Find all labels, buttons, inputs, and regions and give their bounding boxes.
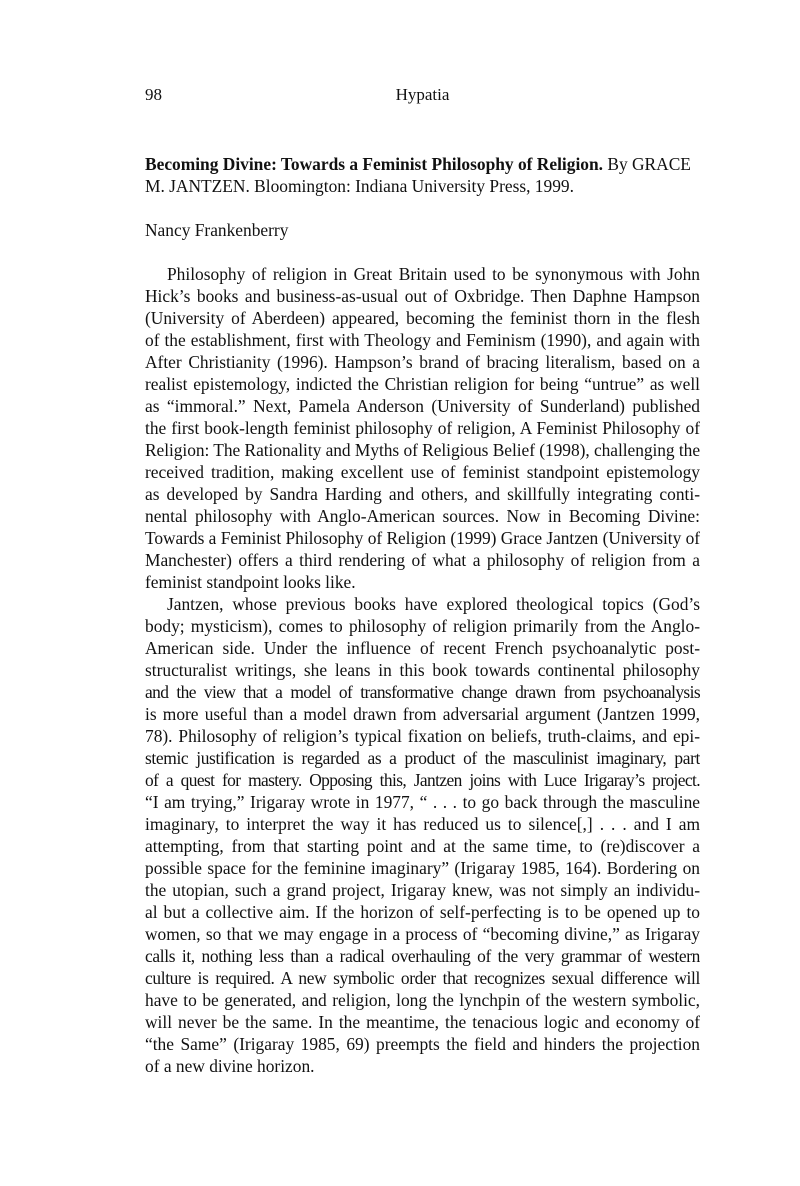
citation-publication: M. JANTZEN. Bloomington: Indiana University Press, 1999. [145,176,574,196]
text-line: “I am trying,” Irigaray wrote in 1977, “ . . . to go back through the masculine [145,792,700,812]
paragraph-1 [145,263,700,593]
paragraph-2 [145,593,700,1077]
book-title: Becoming Divine: Towards a Feminist Philosophy of Religion. [145,154,603,174]
text-line: of the establishment, first with Theology and Feminism (1990), and again with [145,330,700,350]
text-line: calls it, nothing less than a radical overhauling of the very grammar of western [145,946,700,966]
text-line: of a new divine horizon. [145,1056,315,1076]
book-citation [145,153,700,197]
text-line: and the view that a model of transformative change drawn from psychoanalysis [145,682,700,702]
text-line: Religion: The Rationality and Myths of Religious Belief (1998), challenging the [145,440,700,460]
text-line: the utopian, such a grand project, Irigaray knew, was not simply an individu- [145,880,700,900]
text-line: After Christianity (1996). Hampson’s brand of bracing literalism, based on a [145,352,700,372]
journal-title: Hypatia [395,85,450,104]
text-line: have to be generated, and religion, long the lynchpin of the western symbolic, [145,990,700,1010]
text-line: received tradition, making excellent use of feminist standpoint epistemology [145,462,700,482]
text-line: Manchester) offers a third rendering of what a philosophy of religion from a [145,550,700,570]
text-line: women, so that we may engage in a process of “becoming divine,” as Irigaray [145,924,700,944]
text-line: 78). Philosophy of religion’s typical fixation on beliefs, truth-claims, and epi- [145,726,700,746]
text-line: American side. Under the influence of recent French psychoanalytic post- [145,638,700,658]
reviewer-name: Nancy Frankenberry [145,220,289,240]
page-number: 98 [145,85,162,104]
text-line: feminist standpoint looks like. [145,572,356,592]
text-line: Philosophy of religion in Great Britain used to be synonymous with John [167,264,700,284]
text-line: Hick’s books and business-as-usual out of Oxbridge. Then Daphne Hampson [145,286,700,306]
text-line: the first book-length feminist philosophy of religion, A Feminist Philosophy of [145,418,700,438]
text-line: culture is required. A new symbolic order that recognizes sexual difference will [145,968,700,988]
citation-author: By GRACE [603,154,691,174]
text-line: al but a collective aim. If the horizon of self-perfecting is to be opened up to [145,902,700,922]
text-line: structuralist writings, she leans in this book towards continental philosophy [145,660,700,680]
text-line: as “immoral.” Next, Pamela Anderson (University of Sunderland) published [145,396,700,416]
text-line: realist epistemology, indicted the Christian religion for being “untrue” as well [145,374,700,394]
text-line: of a quest for mastery. Opposing this, Jantzen joins with Luce Irigaray’s project. [145,770,700,790]
text-line: imaginary, to interpret the way it has reduced us to silence[,] . . . and I am [145,814,700,834]
text-line: Jantzen, whose previous books have explored theological topics (God’s [167,594,700,614]
text-line: is more useful than a model drawn from adversarial argument (Jantzen 1999, [145,704,700,724]
text-line: will never be the same. In the meantime, the tenacious logic and economy of [145,1012,700,1032]
text-line: possible space for the feminine imaginary” (Irigaray 1985, 164). Bordering on [145,858,700,878]
text-line: Towards a Feminist Philosophy of Religion (1999) Grace Jantzen (University of [145,528,700,548]
text-line: body; mysticism), comes to philosophy of religion primarily from the Anglo- [145,616,700,636]
text-line: attempting, from that starting point and at the same time, to (re)discover a [145,836,700,856]
running-head [145,82,700,108]
text-line: as developed by Sandra Harding and others, and skillfully integrating conti- [145,484,700,504]
text-line: nental philosophy with Anglo-American sources. Now in Becoming Divine: [145,506,700,526]
text-line: “the Same” (Irigaray 1985, 69) preempts the field and hinders the projection [145,1034,700,1054]
review-body [145,263,700,1077]
text-line: (University of Aberdeen) appeared, becoming the feminist thorn in the flesh [145,308,700,328]
text-line: stemic justification is regarded as a product of the masculinist imaginary, part [145,748,700,768]
